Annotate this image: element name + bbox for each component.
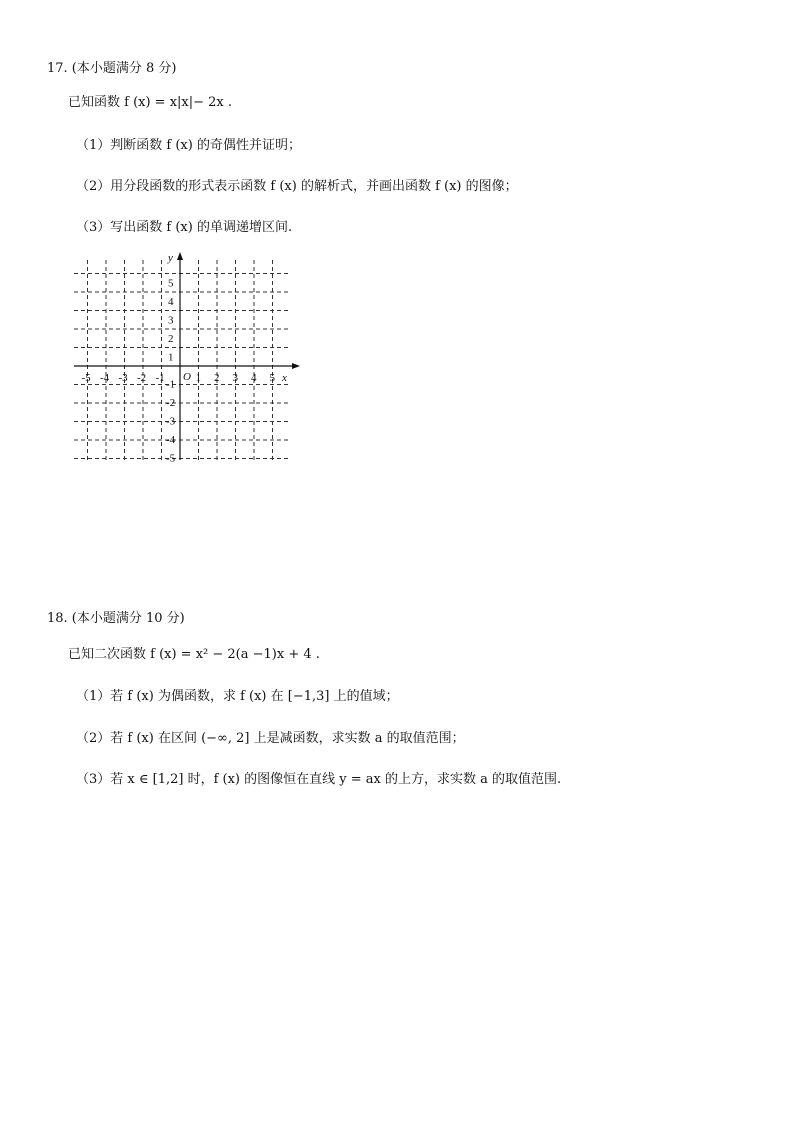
- question-17-part-2: （2）用分段函数的形式表示函数 f (x) 的解析式，并画出函数 f (x) 的图像；: [76, 179, 518, 194]
- y-tick-label: -1: [166, 378, 176, 391]
- x-tick-label: 4: [251, 372, 257, 384]
- y-axis-label: y: [168, 252, 173, 264]
- y-tick-label: 3: [168, 314, 174, 327]
- x-tick-label: -5: [81, 372, 91, 384]
- y-tick-label: -4: [166, 434, 176, 446]
- question-17-part-3: （3）写出函数 f (x) 的单调递增区间.: [76, 220, 293, 235]
- x-tick-label: -3: [118, 372, 128, 384]
- question-17-stem: 已知函数 f (x) = x|x|− 2x .: [68, 95, 233, 110]
- y-tick-label: -5: [166, 452, 176, 465]
- question-18-part-3: （3）若 x ∈ [1,2] 时，f (x) 的图像恒在直线 y = ax 的上方，求实数 a 的取值范围.: [76, 772, 562, 787]
- coordinate-grid: [70, 250, 300, 465]
- coordinate-grid-svg: [70, 250, 300, 465]
- question-17-part-1: （1）判断函数 f (x) 的奇偶性并证明；: [76, 138, 301, 153]
- question-18-stem: 已知二次函数 f (x) = x² − 2(a −1)x + 4 .: [68, 647, 320, 662]
- y-tick-label: 2: [168, 333, 174, 345]
- y-axis-arrow-icon: [177, 252, 183, 260]
- x-tick-label: -4: [100, 372, 110, 384]
- question-18-part-2: （2）若 f (x) 在区间 (−∞, 2] 上是减函数，求实数 a 的取值范围；: [76, 731, 465, 746]
- y-tick-label: -3: [166, 415, 176, 428]
- y-tick-label: 5: [168, 277, 174, 290]
- x-axis-arrow-icon: [292, 363, 300, 369]
- origin-label: O: [183, 371, 191, 383]
- question-17-header: 17. (本小题满分 8 分): [47, 61, 177, 76]
- y-tick-label: 4: [168, 296, 174, 308]
- question-18-part-1: （1）若 f (x) 为偶函数，求 f (x) 在 [−1,3] 上的值域；: [76, 689, 399, 704]
- question-18-header: 18. (本小题满分 10 分): [47, 611, 185, 626]
- x-tick-label: 1: [195, 372, 201, 384]
- x-tick-label: 5: [269, 372, 275, 384]
- x-tick-label: 2: [214, 372, 220, 384]
- x-tick-label: 3: [232, 372, 238, 384]
- x-axis-label: x: [282, 372, 287, 384]
- x-tick-label: -1: [155, 372, 165, 384]
- y-tick-label: 1: [168, 351, 174, 364]
- x-tick-label: -2: [137, 372, 147, 384]
- y-tick-label: -2: [166, 397, 176, 409]
